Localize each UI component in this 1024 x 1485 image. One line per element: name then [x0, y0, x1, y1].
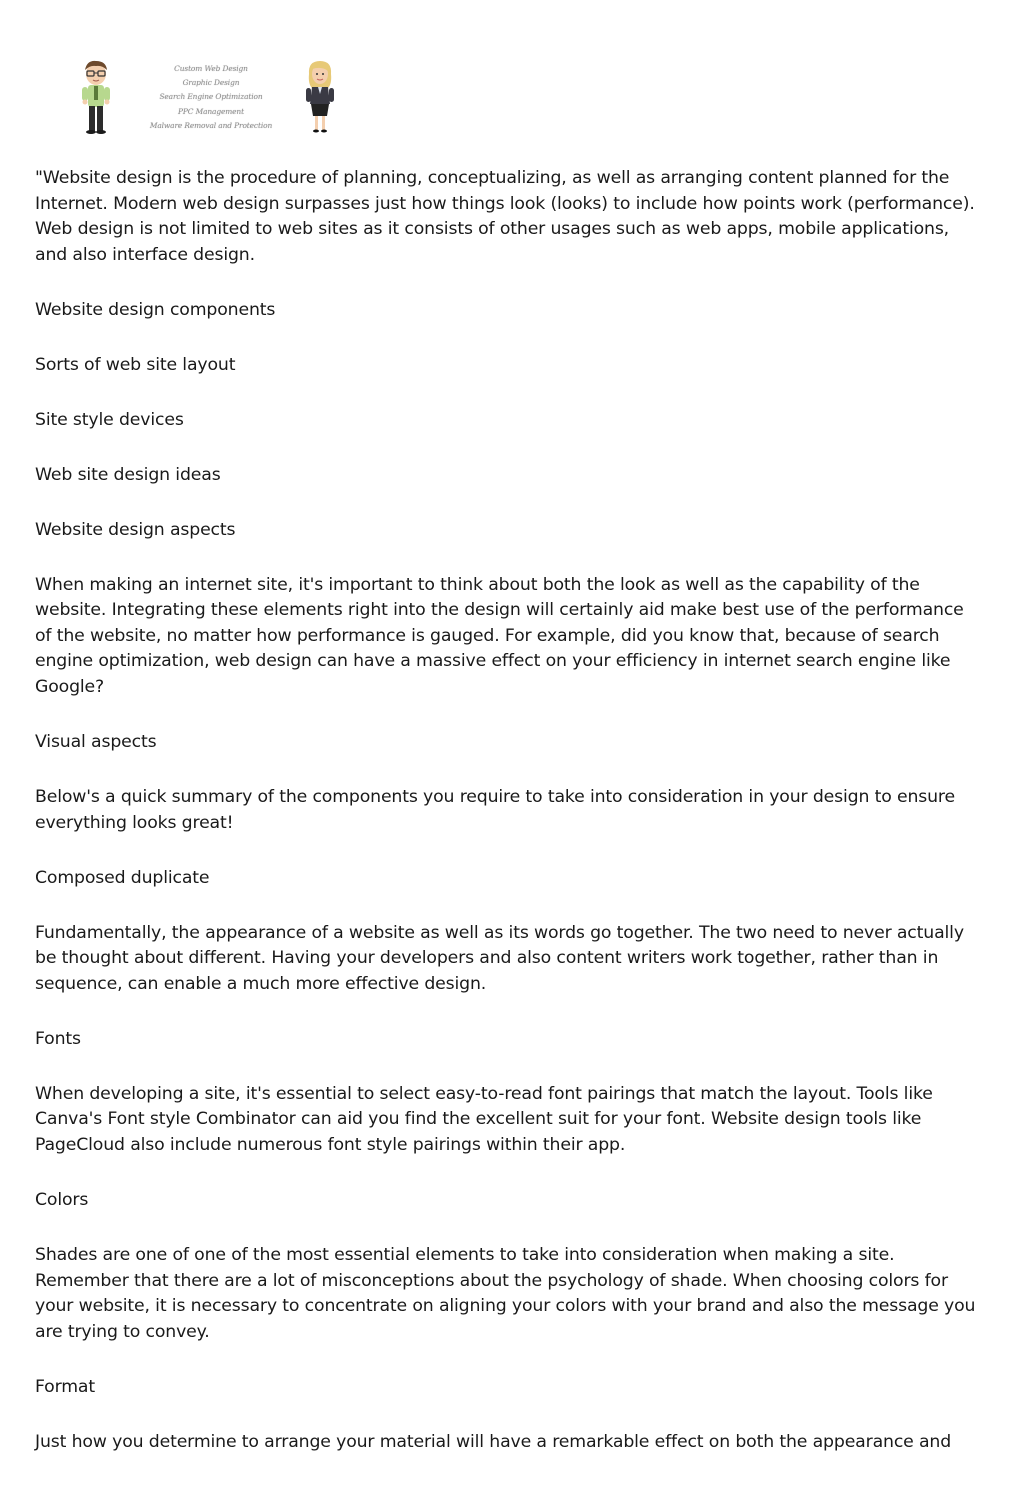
body-paragraph: Just how you determine to arrange your material will have a remarkable effect on both the appearance and: [35, 1431, 952, 1452]
service-item: Malware Removal and Protection: [149, 120, 273, 130]
header-banner: [74, 58, 354, 138]
body-paragraph: When developing a site, it's essential to select easy-to-read font pairings that match the layout. Tools like Canva's Font style Combinator can aid you find the excellent suit for your font. Website design tools like PageCloud also include numerous font style pairings within their app.: [35, 1083, 933, 1155]
body-paragraph: Fundamentally, the appearance of a website as well as its words go together. The two need to never actually be thought about different. Having your developers and also content writers work together, rather than in sequence, can enable a much more effective design.: [35, 922, 964, 994]
article-body: [35, 166, 985, 1485]
section-heading: Web site design ideas: [35, 464, 221, 485]
cartoon-woman-icon: [306, 61, 334, 133]
section-heading: Format: [35, 1376, 95, 1397]
service-item: Search Engine Optimization: [159, 92, 263, 102]
section-heading: Colors: [35, 1189, 89, 1210]
service-item: PPC Management: [178, 106, 244, 116]
section-heading: Sorts of web site layout: [35, 354, 236, 375]
service-item: Custom Web Design: [174, 64, 248, 73]
section-heading: Composed duplicate: [35, 867, 210, 888]
service-item: Graphic Design: [182, 78, 240, 88]
body-paragraph: When making an internet site, it's important to think about both the look as well as the capability of the website. Integrating these elements right into the design will certainly aid make best use of the performance of the website, no matter how performance is gauged. For example, did you know that, because of search engine optimization, web design can have a massive effect on your efficiency in internet search engine like Google?: [35, 574, 964, 698]
section-heading: Fonts: [35, 1028, 81, 1049]
services-list: [136, 62, 286, 133]
intro-paragraph: "Website design is the procedure of planning, conceptualizing, as well as arranging content planned for the Internet. Modern web design surpasses just how things look (looks) to include how points work (performance). Web design is not limited to web sites as it consists of other usages such as web apps, mobile applications, and also interface design.: [35, 168, 975, 265]
cartoon-man-icon: [82, 61, 110, 134]
section-heading: Site style devices: [35, 409, 184, 430]
section-heading: Website design aspects: [35, 519, 236, 540]
body-paragraph: Shades are one of one of the most essential elements to take into consideration when making a site. Remember that there are a lot of misconceptions about the psychology of shade. When choosing colors for your website, it is necessary to concentrate on aligning your colors with your brand and also the message you are trying to convey.: [35, 1244, 976, 1342]
body-paragraph: Below's a quick summary of the components you require to take into consideration in your design to ensure everything looks great!: [35, 787, 955, 833]
section-heading: Website design components: [35, 299, 276, 320]
section-heading: Visual aspects: [35, 732, 157, 753]
